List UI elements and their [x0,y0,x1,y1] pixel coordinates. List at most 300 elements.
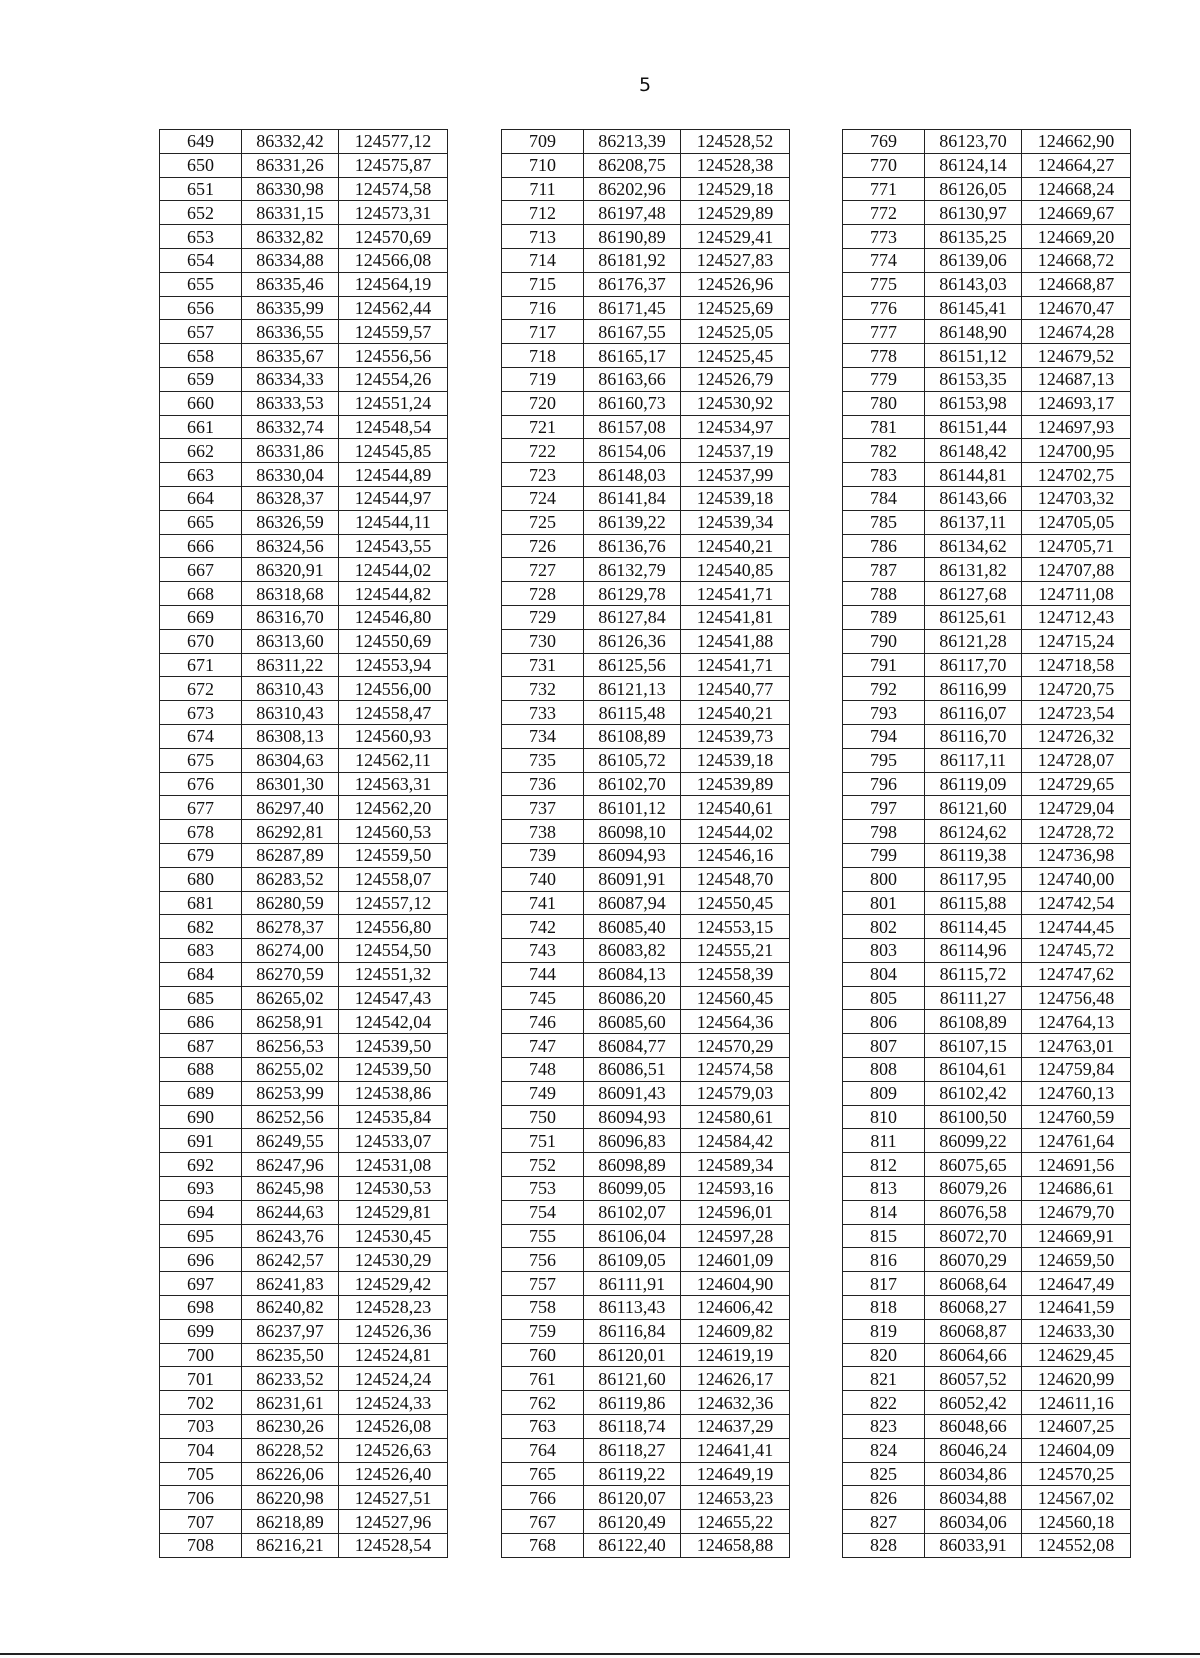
table-row [160,820,448,844]
y-coordinate-cell: 124570,29 [681,1034,790,1058]
point-number-cell: 667 [160,558,242,582]
x-coordinate-cell: 86117,11 [925,748,1022,772]
table-row [160,1272,448,1296]
x-coordinate-cell: 86046,24 [925,1438,1022,1462]
x-coordinate-cell: 86274,00 [242,939,339,963]
table-row [502,1438,790,1462]
point-number-cell: 674 [160,724,242,748]
x-coordinate-cell: 86334,33 [242,367,339,391]
table-row [843,1462,1131,1486]
y-coordinate-cell: 124526,40 [339,1462,448,1486]
point-number-cell: 720 [502,391,584,415]
x-coordinate-cell: 86108,89 [925,1010,1022,1034]
point-number-cell: 697 [160,1272,242,1296]
y-coordinate-cell: 124570,69 [339,225,448,249]
y-coordinate-cell: 124679,52 [1022,344,1131,368]
point-number-cell: 821 [843,1367,925,1391]
x-coordinate-cell: 86283,52 [242,867,339,891]
table-row [843,1534,1131,1558]
point-number-cell: 665 [160,510,242,534]
x-coordinate-cell: 86310,43 [242,677,339,701]
table-row [843,486,1131,510]
x-coordinate-cell: 86127,68 [925,582,1022,606]
table-row [843,1200,1131,1224]
table-row [160,153,448,177]
y-coordinate-cell: 124544,82 [339,582,448,606]
y-coordinate-cell: 124525,69 [681,296,790,320]
x-coordinate-cell: 86143,03 [925,272,1022,296]
point-number-cell: 804 [843,962,925,986]
y-coordinate-cell: 124736,98 [1022,843,1131,867]
y-coordinate-cell: 124551,24 [339,391,448,415]
x-coordinate-cell: 86117,95 [925,867,1022,891]
table-row [843,820,1131,844]
y-coordinate-cell: 124711,08 [1022,582,1131,606]
point-number-cell: 738 [502,820,584,844]
point-number-cell: 666 [160,534,242,558]
table-row [843,962,1131,986]
x-coordinate-cell: 86136,76 [584,534,681,558]
point-number-cell: 676 [160,772,242,796]
y-coordinate-cell: 124559,57 [339,320,448,344]
y-coordinate-cell: 124745,72 [1022,939,1131,963]
x-coordinate-cell: 86335,99 [242,296,339,320]
table-row [843,296,1131,320]
y-coordinate-cell: 124540,21 [681,534,790,558]
x-coordinate-cell: 86124,14 [925,153,1022,177]
y-coordinate-cell: 124674,28 [1022,320,1131,344]
x-coordinate-cell: 86057,52 [925,1367,1022,1391]
y-coordinate-cell: 124705,05 [1022,510,1131,534]
y-coordinate-cell: 124742,54 [1022,891,1131,915]
table-row [160,1486,448,1510]
table-row [160,724,448,748]
x-coordinate-cell: 86075,65 [925,1153,1022,1177]
point-number-cell: 761 [502,1367,584,1391]
x-coordinate-cell: 86132,79 [584,558,681,582]
x-coordinate-cell: 86111,27 [925,986,1022,1010]
x-coordinate-cell: 86085,40 [584,915,681,939]
y-coordinate-cell: 124620,99 [1022,1367,1131,1391]
table-row [160,1058,448,1082]
x-coordinate-cell: 86157,08 [584,415,681,439]
table-row [843,1343,1131,1367]
table-row [502,1343,790,1367]
x-coordinate-cell: 86126,05 [925,177,1022,201]
x-coordinate-cell: 86148,03 [584,463,681,487]
table-row [502,605,790,629]
y-coordinate-cell: 124655,22 [681,1510,790,1534]
y-coordinate-cell: 124607,25 [1022,1415,1131,1439]
table-row [843,225,1131,249]
x-coordinate-cell: 86151,44 [925,415,1022,439]
y-coordinate-cell: 124611,16 [1022,1391,1131,1415]
table-row [843,1105,1131,1129]
table-row [843,463,1131,487]
point-number-cell: 730 [502,629,584,653]
y-coordinate-cell: 124528,23 [339,1296,448,1320]
y-coordinate-cell: 124540,85 [681,558,790,582]
point-number-cell: 778 [843,344,925,368]
y-coordinate-cell: 124558,39 [681,962,790,986]
table-row [160,796,448,820]
point-number-cell: 692 [160,1153,242,1177]
x-coordinate-cell: 86231,61 [242,1391,339,1415]
x-coordinate-cell: 86292,81 [242,820,339,844]
y-coordinate-cell: 124539,73 [681,724,790,748]
x-coordinate-cell: 86048,66 [925,1415,1022,1439]
x-coordinate-cell: 86079,26 [925,1177,1022,1201]
table-row [160,367,448,391]
y-coordinate-cell: 124593,16 [681,1177,790,1201]
x-coordinate-cell: 86084,13 [584,962,681,986]
point-number-cell: 725 [502,510,584,534]
x-coordinate-cell: 86287,89 [242,843,339,867]
point-number-cell: 819 [843,1319,925,1343]
table-row [843,534,1131,558]
table-row [502,320,790,344]
point-number-cell: 668 [160,582,242,606]
x-coordinate-cell: 86313,60 [242,629,339,653]
table-row [160,962,448,986]
x-coordinate-cell: 86137,11 [925,510,1022,534]
y-coordinate-cell: 124545,85 [339,439,448,463]
x-coordinate-cell: 86197,48 [584,201,681,225]
x-coordinate-cell: 86328,37 [242,486,339,510]
y-coordinate-cell: 124718,58 [1022,653,1131,677]
x-coordinate-cell: 86218,89 [242,1510,339,1534]
table-row [843,1081,1131,1105]
table-row [843,1153,1131,1177]
table-row [160,248,448,272]
point-number-cell: 731 [502,653,584,677]
table-row [502,1200,790,1224]
y-coordinate-cell: 124760,59 [1022,1105,1131,1129]
x-coordinate-cell: 86094,93 [584,1105,681,1129]
point-number-cell: 721 [502,415,584,439]
y-coordinate-cell: 124679,70 [1022,1200,1131,1224]
y-coordinate-cell: 124542,04 [339,1010,448,1034]
table-row [502,772,790,796]
table-row [160,1438,448,1462]
table-row [502,1272,790,1296]
point-number-cell: 792 [843,677,925,701]
point-number-cell: 737 [502,796,584,820]
table-row [160,1248,448,1272]
y-coordinate-cell: 124669,67 [1022,201,1131,225]
table-row [843,558,1131,582]
y-coordinate-cell: 124728,07 [1022,748,1131,772]
point-number-cell: 749 [502,1081,584,1105]
table-row [843,272,1131,296]
table-row [160,772,448,796]
table-row [502,1510,790,1534]
point-number-cell: 679 [160,843,242,867]
table-row [502,748,790,772]
point-number-cell: 726 [502,534,584,558]
y-coordinate-cell: 124747,62 [1022,962,1131,986]
x-coordinate-cell: 86202,96 [584,177,681,201]
table-row [502,344,790,368]
x-coordinate-cell: 86105,72 [584,748,681,772]
table-row [502,1534,790,1558]
point-number-cell: 694 [160,1200,242,1224]
table-row [160,1462,448,1486]
y-coordinate-cell: 124669,91 [1022,1224,1131,1248]
point-number-cell: 675 [160,748,242,772]
x-coordinate-cell: 86171,45 [584,296,681,320]
y-coordinate-cell: 124756,48 [1022,986,1131,1010]
point-number-cell: 790 [843,629,925,653]
table-row [843,915,1131,939]
table-row [502,534,790,558]
y-coordinate-cell: 124604,09 [1022,1438,1131,1462]
y-coordinate-cell: 124533,07 [339,1129,448,1153]
y-coordinate-cell: 124606,42 [681,1296,790,1320]
table-row [502,439,790,463]
table-row [502,891,790,915]
x-coordinate-cell: 86331,15 [242,201,339,225]
table-row [843,1391,1131,1415]
coordinate-table-3 [842,129,1131,1558]
table-row [502,415,790,439]
point-number-cell: 785 [843,510,925,534]
y-coordinate-cell: 124761,64 [1022,1129,1131,1153]
y-coordinate-cell: 124659,50 [1022,1248,1131,1272]
point-number-cell: 827 [843,1510,925,1534]
point-number-cell: 693 [160,1177,242,1201]
table-row [843,1415,1131,1439]
table-row [160,1510,448,1534]
x-coordinate-cell: 86332,42 [242,130,339,154]
y-coordinate-cell: 124535,84 [339,1105,448,1129]
y-coordinate-cell: 124670,47 [1022,296,1131,320]
y-coordinate-cell: 124550,45 [681,891,790,915]
point-number-cell: 754 [502,1200,584,1224]
table-row [502,177,790,201]
x-coordinate-cell: 86230,26 [242,1415,339,1439]
point-number-cell: 796 [843,772,925,796]
y-coordinate-cell: 124554,50 [339,939,448,963]
table-row [160,225,448,249]
point-number-cell: 811 [843,1129,925,1153]
x-coordinate-cell: 86167,55 [584,320,681,344]
x-coordinate-cell: 86163,66 [584,367,681,391]
table-row [843,629,1131,653]
x-coordinate-cell: 86121,13 [584,677,681,701]
point-number-cell: 800 [843,867,925,891]
point-number-cell: 719 [502,367,584,391]
x-coordinate-cell: 86143,66 [925,486,1022,510]
bottom-rule [0,1653,1200,1655]
x-coordinate-cell: 86070,29 [925,1248,1022,1272]
x-coordinate-cell: 86084,77 [584,1034,681,1058]
x-coordinate-cell: 86125,61 [925,605,1022,629]
point-number-cell: 704 [160,1438,242,1462]
y-coordinate-cell: 124580,61 [681,1105,790,1129]
point-number-cell: 745 [502,986,584,1010]
point-number-cell: 733 [502,701,584,725]
table-row [502,1105,790,1129]
x-coordinate-cell: 86220,98 [242,1486,339,1510]
table-row [843,605,1131,629]
point-number-cell: 716 [502,296,584,320]
x-coordinate-cell: 86115,72 [925,962,1022,986]
point-number-cell: 735 [502,748,584,772]
y-coordinate-cell: 124534,97 [681,415,790,439]
table-row [843,320,1131,344]
table-row [843,1177,1131,1201]
table-row [160,1391,448,1415]
x-coordinate-cell: 86154,06 [584,439,681,463]
table-row [160,605,448,629]
y-coordinate-cell: 124668,24 [1022,177,1131,201]
x-coordinate-cell: 86255,02 [242,1058,339,1082]
y-coordinate-cell: 124541,71 [681,653,790,677]
x-coordinate-cell: 86085,60 [584,1010,681,1034]
table-row [502,1058,790,1082]
point-number-cell: 681 [160,891,242,915]
table-row [160,915,448,939]
point-number-cell: 753 [502,1177,584,1201]
point-number-cell: 709 [502,130,584,154]
point-number-cell: 809 [843,1081,925,1105]
x-coordinate-cell: 86034,88 [925,1486,1022,1510]
x-coordinate-cell: 86181,92 [584,248,681,272]
y-coordinate-cell: 124720,75 [1022,677,1131,701]
y-coordinate-cell: 124548,70 [681,867,790,891]
table-row [843,796,1131,820]
y-coordinate-cell: 124540,77 [681,677,790,701]
y-coordinate-cell: 124544,11 [339,510,448,534]
table-row [160,1105,448,1129]
table-row [843,939,1131,963]
y-coordinate-cell: 124530,92 [681,391,790,415]
point-number-cell: 813 [843,1177,925,1201]
table-row [160,1200,448,1224]
y-coordinate-cell: 124619,19 [681,1343,790,1367]
table-row [843,344,1131,368]
x-coordinate-cell: 86135,25 [925,225,1022,249]
y-coordinate-cell: 124597,28 [681,1224,790,1248]
point-number-cell: 677 [160,796,242,820]
y-coordinate-cell: 124664,27 [1022,153,1131,177]
point-number-cell: 797 [843,796,925,820]
x-coordinate-cell: 86144,81 [925,463,1022,487]
point-number-cell: 723 [502,463,584,487]
table-row [843,510,1131,534]
y-coordinate-cell: 124539,50 [339,1058,448,1082]
point-number-cell: 799 [843,843,925,867]
y-coordinate-cell: 124525,05 [681,320,790,344]
table-row [843,748,1131,772]
table-row [843,582,1131,606]
y-coordinate-cell: 124546,80 [339,605,448,629]
point-number-cell: 803 [843,939,925,963]
y-coordinate-cell: 124573,31 [339,201,448,225]
y-coordinate-cell: 124529,41 [681,225,790,249]
y-coordinate-cell: 124693,17 [1022,391,1131,415]
point-number-cell: 686 [160,1010,242,1034]
y-coordinate-cell: 124570,25 [1022,1462,1131,1486]
point-number-cell: 794 [843,724,925,748]
table-row [160,130,448,154]
y-coordinate-cell: 124546,16 [681,843,790,867]
point-number-cell: 762 [502,1391,584,1415]
y-coordinate-cell: 124552,08 [1022,1534,1131,1558]
table-row [160,1177,448,1201]
x-coordinate-cell: 86324,56 [242,534,339,558]
table-row [502,1153,790,1177]
x-coordinate-cell: 86098,10 [584,820,681,844]
point-number-cell: 746 [502,1010,584,1034]
y-coordinate-cell: 124567,02 [1022,1486,1131,1510]
y-coordinate-cell: 124554,26 [339,367,448,391]
x-coordinate-cell: 86256,53 [242,1034,339,1058]
point-number-cell: 656 [160,296,242,320]
table-row [160,177,448,201]
point-number-cell: 765 [502,1462,584,1486]
y-coordinate-cell: 124539,89 [681,772,790,796]
point-number-cell: 763 [502,1415,584,1439]
point-number-cell: 699 [160,1319,242,1343]
x-coordinate-cell: 86331,26 [242,153,339,177]
x-coordinate-cell: 86123,70 [925,130,1022,154]
table-row [843,153,1131,177]
point-number-cell: 788 [843,582,925,606]
point-number-cell: 740 [502,867,584,891]
y-coordinate-cell: 124564,36 [681,1010,790,1034]
x-coordinate-cell: 86326,59 [242,510,339,534]
table-row [502,225,790,249]
x-coordinate-cell: 86240,82 [242,1296,339,1320]
point-number-cell: 764 [502,1438,584,1462]
point-number-cell: 768 [502,1534,584,1558]
y-coordinate-cell: 124526,63 [339,1438,448,1462]
table-row [160,1153,448,1177]
table-row [502,558,790,582]
y-coordinate-cell: 124702,75 [1022,463,1131,487]
x-coordinate-cell: 86120,49 [584,1510,681,1534]
point-number-cell: 717 [502,320,584,344]
x-coordinate-cell: 86245,98 [242,1177,339,1201]
x-coordinate-cell: 86116,70 [925,724,1022,748]
table-row [843,677,1131,701]
table-row [502,796,790,820]
x-coordinate-cell: 86083,82 [584,939,681,963]
y-coordinate-cell: 124649,19 [681,1462,790,1486]
x-coordinate-cell: 86121,60 [925,796,1022,820]
y-coordinate-cell: 124539,18 [681,486,790,510]
y-coordinate-cell: 124574,58 [339,177,448,201]
y-coordinate-cell: 124723,54 [1022,701,1131,725]
point-number-cell: 820 [843,1343,925,1367]
point-number-cell: 670 [160,629,242,653]
y-coordinate-cell: 124626,17 [681,1367,790,1391]
y-coordinate-cell: 124558,07 [339,867,448,891]
table-row [502,653,790,677]
point-number-cell: 814 [843,1200,925,1224]
y-coordinate-cell: 124544,89 [339,463,448,487]
x-coordinate-cell: 86131,82 [925,558,1022,582]
table-row [843,1129,1131,1153]
table-row [160,582,448,606]
x-coordinate-cell: 86116,99 [925,677,1022,701]
table-row [843,439,1131,463]
point-number-cell: 822 [843,1391,925,1415]
x-coordinate-cell: 86087,94 [584,891,681,915]
point-number-cell: 702 [160,1391,242,1415]
